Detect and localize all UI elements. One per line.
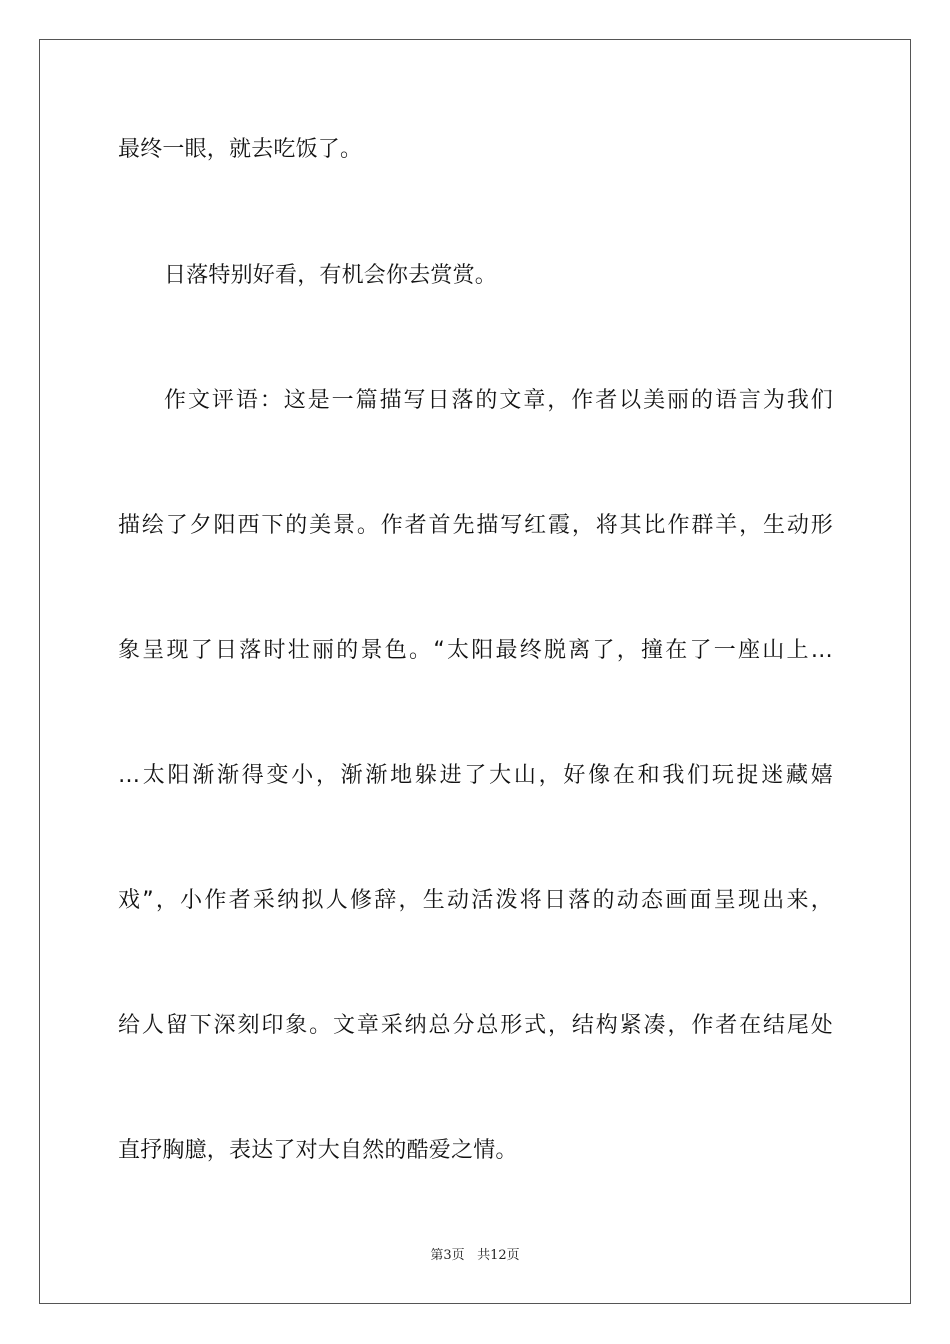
paragraph-line-9: 直抒胸臆，表达了对大自然的酷爱之情。 (118, 1138, 518, 1163)
page-border (39, 39, 911, 1304)
page-number: 第3页 (430, 1248, 465, 1263)
paragraph-line-7: 戏”，小作者采纳拟人修辞，生动活泼将日落的动态画面呈现出来， (118, 888, 833, 913)
paragraph-line-4: 描绘了夕阳西下的美景。作者首先描写红霞，将其比作群羊，生动形 (118, 513, 833, 538)
page-total: 共12页 (477, 1248, 520, 1263)
paragraph-line-5: 象呈现了日落时壮丽的景色。“太阳最终脱离了，撞在了一座山上… (118, 638, 833, 663)
footer-spacer (465, 1248, 477, 1263)
paragraph-line-2: 日落特别好看，有机会你去赏赏。 (164, 263, 498, 288)
paragraph-line-3: 作文评语：这是一篇描写日落的文章，作者以美丽的语言为我们 (164, 388, 833, 413)
paragraph-line-8: 给人留下深刻印象。文章采纳总分总形式，结构紧凑，作者在结尾处 (118, 1013, 833, 1038)
paragraph-line-6: …太阳渐渐得变小，渐渐地躲进了大山，好像在和我们玩捉迷藏嬉 (118, 763, 833, 788)
page-footer (0, 1247, 950, 1265)
paragraph-line-1: 最终一眼，就去吃饭了。 (118, 137, 363, 162)
